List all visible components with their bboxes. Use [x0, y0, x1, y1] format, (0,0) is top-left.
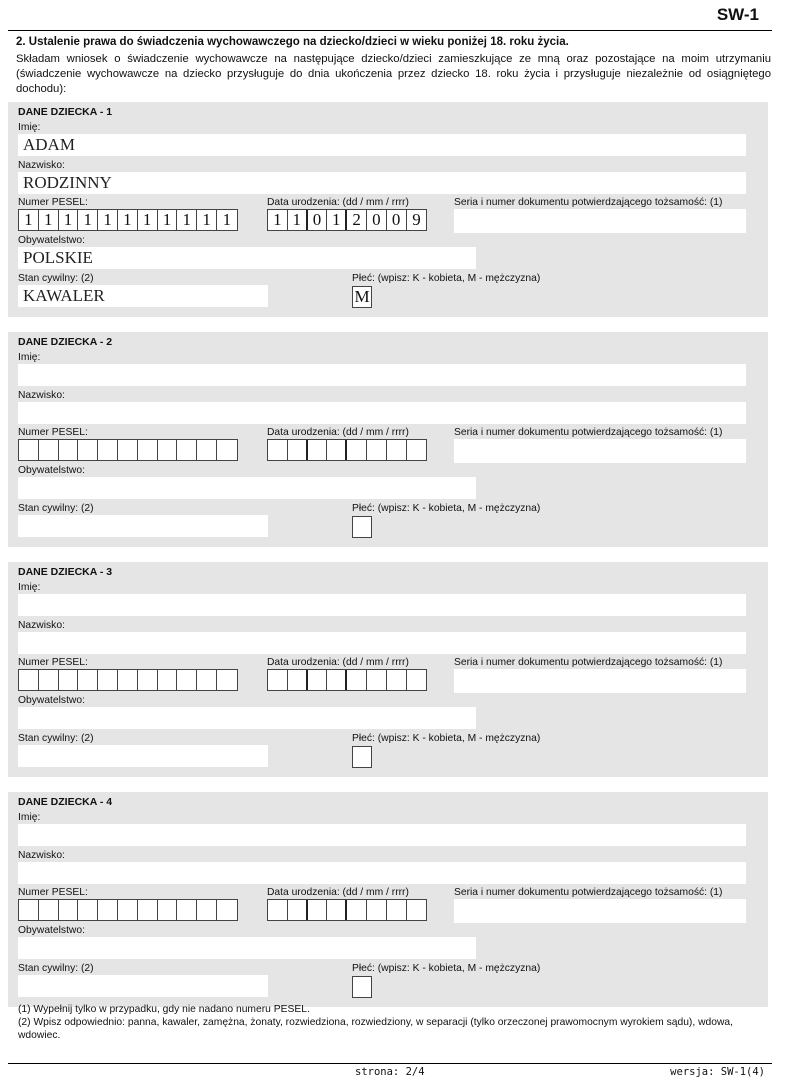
bottom-rule — [8, 1063, 772, 1064]
marital-status-label: Stan cywilny: (2) — [18, 273, 94, 284]
child-panel-2 — [8, 332, 768, 547]
first-name-label: Imię: — [18, 352, 41, 363]
pesel-digit[interactable] — [138, 440, 158, 460]
pesel-digit[interactable] — [118, 900, 138, 920]
pesel-cells[interactable] — [18, 899, 238, 921]
pesel-digit[interactable] — [197, 900, 217, 920]
birth-date-digit[interactable]: 1 — [288, 210, 308, 230]
sex-label: Płeć: (wpisz: K - kobieta, M - mężczyzna) — [352, 733, 541, 744]
pesel-digit[interactable]: 1 — [39, 210, 59, 230]
birth-date-digit[interactable] — [367, 900, 387, 920]
child-panel-title: DANE DZIECKA - 2 — [18, 336, 113, 348]
birth-date-digit[interactable] — [347, 670, 367, 690]
page-number: strona: 2/4 — [355, 1066, 425, 1078]
marital-status-label: Stan cywilny: (2) — [18, 963, 94, 974]
child-panel-title: DANE DZIECKA - 4 — [18, 796, 113, 808]
pesel-cells[interactable] — [18, 439, 238, 461]
birth-date-digit[interactable]: 1 — [327, 210, 347, 230]
pesel-digit[interactable] — [98, 440, 118, 460]
birth-date-digit[interactable] — [367, 440, 387, 460]
id-document-label: Seria i numer dokumentu potwierdzającego tożsamość: (1) — [454, 197, 723, 208]
first-name-field[interactable] — [18, 594, 746, 616]
birth-date-digit[interactable] — [407, 900, 427, 920]
id-document-label: Seria i numer dokumentu potwierdzającego tożsamość: (1) — [454, 427, 723, 438]
sex-box[interactable] — [352, 516, 372, 538]
birth-date-digit[interactable]: 0 — [367, 210, 387, 230]
birth-date-digit[interactable]: 0 — [387, 210, 407, 230]
pesel-digit[interactable] — [98, 670, 118, 690]
birth-date-digit[interactable] — [367, 670, 387, 690]
citizenship-field[interactable] — [18, 937, 476, 959]
pesel-digit[interactable] — [138, 670, 158, 690]
first-name-label: Imię: — [18, 582, 41, 593]
pesel-digit[interactable] — [158, 670, 178, 690]
child-panel-title: DANE DZIECKA - 3 — [18, 566, 113, 578]
pesel-digit[interactable] — [118, 440, 138, 460]
first-name-field[interactable] — [18, 824, 746, 846]
sex-box[interactable] — [352, 746, 372, 768]
footnotes — [18, 1003, 758, 1042]
birth-date-digit[interactable] — [268, 900, 288, 920]
footnote-1: (1) Wypełnij tylko w przypadku, gdy nie nadano numeru PESEL. — [18, 1004, 310, 1015]
child-panel-3 — [8, 562, 768, 777]
pesel-digit[interactable] — [217, 440, 237, 460]
first-name-field[interactable]: ADAM — [18, 134, 746, 156]
last-name-label: Nazwisko: — [18, 160, 65, 171]
last-name-field[interactable] — [18, 632, 746, 654]
section-title: 2. Ustalenie prawa do świadczenia wychowawczego na dziecko/dzieci w wieku poniżej 18. roku życia. — [16, 36, 569, 48]
last-name-field[interactable]: RODZINNY — [18, 172, 746, 194]
birth-date-digit[interactable] — [308, 900, 328, 920]
pesel-digit[interactable]: 1 — [78, 210, 98, 230]
citizenship-field[interactable]: POLSKIE — [18, 247, 476, 269]
birth-date-label: Data urodzenia: (dd / mm / rrrr) — [267, 887, 409, 898]
birth-date-cells[interactable] — [267, 899, 427, 921]
birth-date-digit[interactable]: 1 — [268, 210, 288, 230]
pesel-digit[interactable] — [177, 900, 197, 920]
pesel-digit[interactable]: 1 — [158, 210, 178, 230]
pesel-digit[interactable] — [78, 670, 98, 690]
pesel-digit[interactable]: 1 — [59, 210, 79, 230]
birth-date-digit[interactable] — [407, 670, 427, 690]
pesel-digit[interactable] — [59, 900, 79, 920]
first-name-field[interactable] — [18, 364, 746, 386]
pesel-digit[interactable] — [39, 440, 59, 460]
pesel-digit[interactable] — [98, 900, 118, 920]
pesel-digit[interactable]: 1 — [197, 210, 217, 230]
birth-date-digit[interactable] — [387, 440, 407, 460]
citizenship-label: Obywatelstwo: — [18, 925, 85, 936]
birth-date-digit[interactable] — [288, 900, 308, 920]
birth-date-digit[interactable] — [288, 670, 308, 690]
birth-date-cells[interactable] — [267, 439, 427, 461]
last-name-field[interactable] — [18, 402, 746, 424]
marital-status-field[interactable] — [18, 745, 268, 767]
birth-date-digit[interactable]: 2 — [347, 210, 367, 230]
footnote-2: (2) Wpisz odpowiednio: panna, kawaler, zamężna, żonaty, rozwiedziona, rozwiedziony, w separacji (tylko orzeczonej prawomocnym wyrokiem sądu), wdowa, wdowiec. — [18, 1017, 733, 1041]
pesel-digit[interactable] — [217, 670, 237, 690]
pesel-digit[interactable] — [19, 900, 39, 920]
sex-box[interactable] — [352, 976, 372, 998]
last-name-label: Nazwisko: — [18, 850, 65, 861]
birth-date-digit[interactable] — [327, 900, 347, 920]
marital-status-label: Stan cywilny: (2) — [18, 733, 94, 744]
sex-label: Płeć: (wpisz: K - kobieta, M - mężczyzna) — [352, 273, 541, 284]
pesel-digit[interactable] — [59, 670, 79, 690]
birth-date-digit[interactable]: 0 — [308, 210, 328, 230]
pesel-digit[interactable] — [158, 440, 178, 460]
pesel-digit[interactable] — [39, 670, 59, 690]
pesel-digit[interactable] — [19, 670, 39, 690]
birth-date-cells[interactable] — [267, 669, 427, 691]
pesel-digit[interactable] — [78, 900, 98, 920]
child-panel-1 — [8, 102, 768, 317]
birth-date-digit[interactable] — [327, 670, 347, 690]
birth-date-digit[interactable] — [347, 440, 367, 460]
birth-date-digit[interactable] — [308, 440, 328, 460]
pesel-digit[interactable] — [177, 440, 197, 460]
pesel-digit[interactable]: 1 — [98, 210, 118, 230]
pesel-label: Numer PESEL: — [18, 427, 88, 438]
birth-date-cells[interactable] — [267, 209, 427, 231]
top-rule — [8, 30, 772, 31]
form-code: SW-1 — [716, 5, 759, 24]
birth-date-digit[interactable] — [387, 900, 407, 920]
pesel-digit[interactable] — [118, 670, 138, 690]
pesel-label: Numer PESEL: — [18, 197, 88, 208]
pesel-digit[interactable] — [158, 900, 178, 920]
birth-date-digit[interactable] — [407, 440, 427, 460]
pesel-label: Numer PESEL: — [18, 657, 88, 668]
pesel-digit[interactable] — [59, 440, 79, 460]
birth-date-digit[interactable] — [387, 670, 407, 690]
pesel-digit[interactable] — [78, 440, 98, 460]
birth-date-digit[interactable] — [288, 440, 308, 460]
intro-text: Składam wniosek o świadczenie wychowawcze na następujące dziecko/dzieci zamieszkujące ze mną oraz pozostające na moim utrzymaniu (świadczenie wychowawcze na dziecko przysługuje do dnia ukończenia przez dziecko 18. roku życia i przysługuje niezależnie od osiągniętego dochodu): — [16, 53, 771, 95]
sex-label: Płeć: (wpisz: K - kobieta, M - mężczyzna) — [352, 963, 541, 974]
pesel-digit[interactable] — [39, 900, 59, 920]
pesel-digit[interactable] — [217, 900, 237, 920]
birth-date-digit[interactable]: 9 — [412, 210, 421, 229]
citizenship-label: Obywatelstwo: — [18, 465, 85, 476]
sex-box[interactable]: M — [352, 286, 372, 308]
pesel-cells[interactable] — [18, 669, 238, 691]
pesel-digit[interactable]: 1 — [222, 210, 232, 229]
marital-status-field[interactable] — [18, 515, 268, 537]
marital-status-field[interactable]: KAWALER — [18, 285, 268, 307]
birth-date-digit[interactable] — [347, 900, 367, 920]
pesel-digit[interactable] — [138, 900, 158, 920]
pesel-digit[interactable] — [177, 670, 197, 690]
pesel-digit[interactable]: 1 — [138, 210, 158, 230]
first-name-label: Imię: — [18, 122, 41, 133]
id-document-field[interactable] — [454, 669, 746, 693]
form-version: wersja: SW-1(4) — [670, 1066, 765, 1078]
citizenship-field[interactable] — [18, 707, 476, 729]
last-name-label: Nazwisko: — [18, 390, 65, 401]
id-document-label: Seria i numer dokumentu potwierdzającego tożsamość: (1) — [454, 657, 723, 668]
pesel-label: Numer PESEL: — [18, 887, 88, 898]
id-document-label: Seria i numer dokumentu potwierdzającego tożsamość: (1) — [454, 887, 723, 898]
birth-date-digit[interactable] — [327, 440, 347, 460]
marital-status-field[interactable] — [18, 975, 268, 997]
first-name-label: Imię: — [18, 812, 41, 823]
birth-date-label: Data urodzenia: (dd / mm / rrrr) — [267, 197, 409, 208]
pesel-digit[interactable] — [19, 440, 39, 460]
id-document-field[interactable] — [454, 899, 746, 923]
citizenship-label: Obywatelstwo: — [18, 235, 85, 246]
id-document-field[interactable] — [454, 209, 746, 233]
pesel-digit[interactable] — [197, 440, 217, 460]
pesel-digit[interactable]: 1 — [118, 210, 138, 230]
child-panel-title: DANE DZIECKA - 1 — [18, 106, 113, 118]
birth-date-digit[interactable] — [268, 670, 288, 690]
pesel-digit[interactable] — [197, 670, 217, 690]
pesel-digit[interactable]: 1 — [19, 210, 39, 230]
last-name-label: Nazwisko: — [18, 620, 65, 631]
pesel-cells[interactable] — [18, 209, 238, 231]
marital-status-label: Stan cywilny: (2) — [18, 503, 94, 514]
id-document-field[interactable] — [454, 439, 746, 463]
citizenship-label: Obywatelstwo: — [18, 695, 85, 706]
birth-date-label: Data urodzenia: (dd / mm / rrrr) — [267, 427, 409, 438]
citizenship-field[interactable] — [18, 477, 476, 499]
pesel-digit[interactable]: 1 — [177, 210, 197, 230]
sex-label: Płeć: (wpisz: K - kobieta, M - mężczyzna) — [352, 503, 541, 514]
birth-date-label: Data urodzenia: (dd / mm / rrrr) — [267, 657, 409, 668]
last-name-field[interactable] — [18, 862, 746, 884]
birth-date-digit[interactable] — [308, 670, 328, 690]
birth-date-digit[interactable] — [268, 440, 288, 460]
child-panel-4 — [8, 792, 768, 1007]
